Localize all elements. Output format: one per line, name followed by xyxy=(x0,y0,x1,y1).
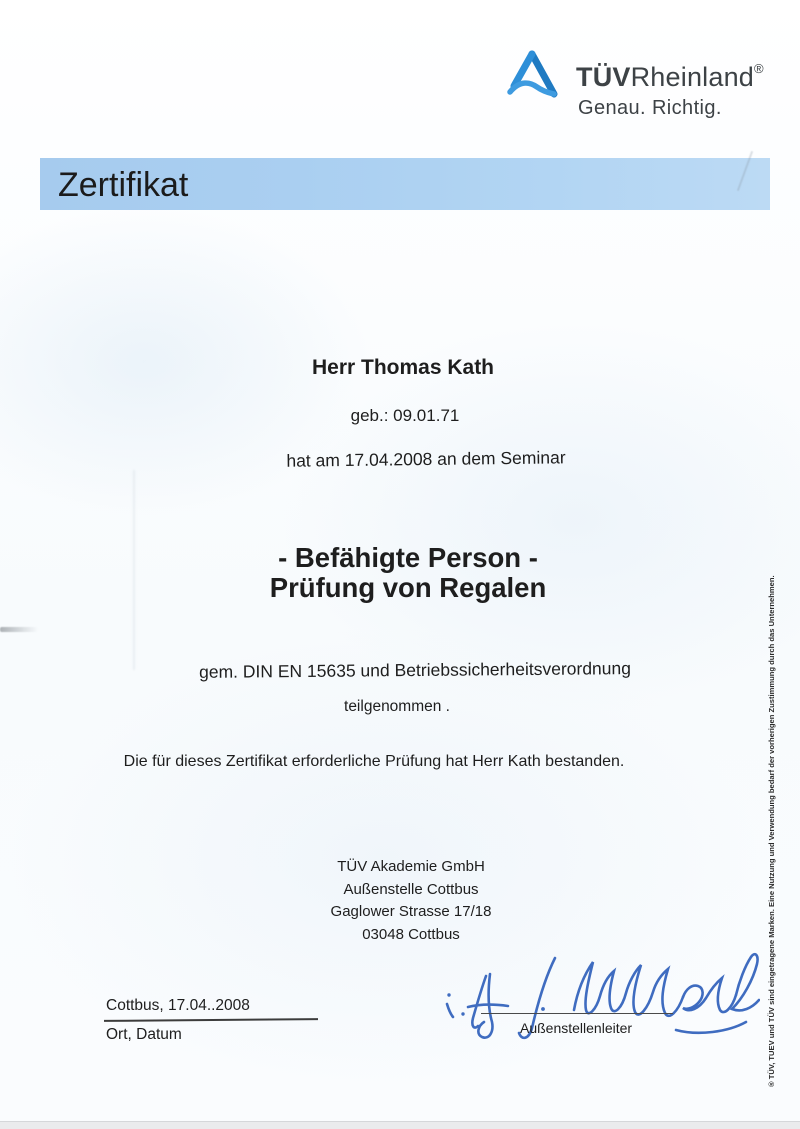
registered-trademark-icon: ® xyxy=(754,61,764,76)
scan-smudge-mark xyxy=(0,627,38,632)
paper-crease-vertical xyxy=(133,470,135,670)
logo-brand-bold: TÜV xyxy=(576,62,631,92)
issuer-name: TÜV Akademie GmbH xyxy=(337,858,485,875)
birthdate-line: geb.: 09.01.71 xyxy=(350,406,460,425)
issuer-city: 03048 Cottbus xyxy=(362,925,460,943)
issuer-street: Gaglower Strasse 17/18 xyxy=(330,903,492,920)
tuv-triangle-icon xyxy=(506,50,558,98)
exam-passed-line: Die für dieses Zertifikat erforderliche Prüfung hat Herr Kath bestanden. xyxy=(123,753,625,770)
issuer-branch: Außenstelle Cottbus xyxy=(343,880,479,898)
place-date-value: Cottbus, 17.04..2008 xyxy=(106,997,250,1014)
recipient-name: Herr Thomas Kath xyxy=(311,356,495,379)
seminar-title xyxy=(270,543,547,603)
place-date-label: Ort, Datum xyxy=(106,1026,182,1043)
scan-bottom-edge xyxy=(0,1121,800,1129)
logo-tagline: Genau. Richtig. xyxy=(578,97,722,119)
logo-brand-regular: Rheinland xyxy=(630,62,755,92)
trademark-side-note: ® TÜV, TUEV und TÜV sind eingetragene Marken. Eine Nutzung und Verwendung bedarf der vorherigen Zustimmung durch das Unternehmen. xyxy=(767,575,776,1087)
zertifikat-banner xyxy=(40,158,770,210)
seminar-title-line1: - Befähigte Person - xyxy=(278,542,538,573)
signature-role-label: Außenstellenleiter xyxy=(520,1020,633,1036)
issuer-address-block xyxy=(331,856,492,946)
seminar-title-line2: Prüfung von Regalen xyxy=(269,572,547,603)
signature-rule xyxy=(481,1013,673,1014)
banner-title: Zertifikat xyxy=(58,165,189,204)
place-date-rule xyxy=(104,1018,318,1022)
seminar-intro-line: hat am 17.04.2008 an dem Seminar xyxy=(286,447,566,471)
logo-wordmark xyxy=(576,61,764,93)
handwritten-signature xyxy=(428,938,760,1060)
standard-reference-line: gem. DIN EN 15635 und Betriebssicherheitsverordnung xyxy=(198,658,632,682)
participation-line: teilgenommen . xyxy=(344,698,450,715)
